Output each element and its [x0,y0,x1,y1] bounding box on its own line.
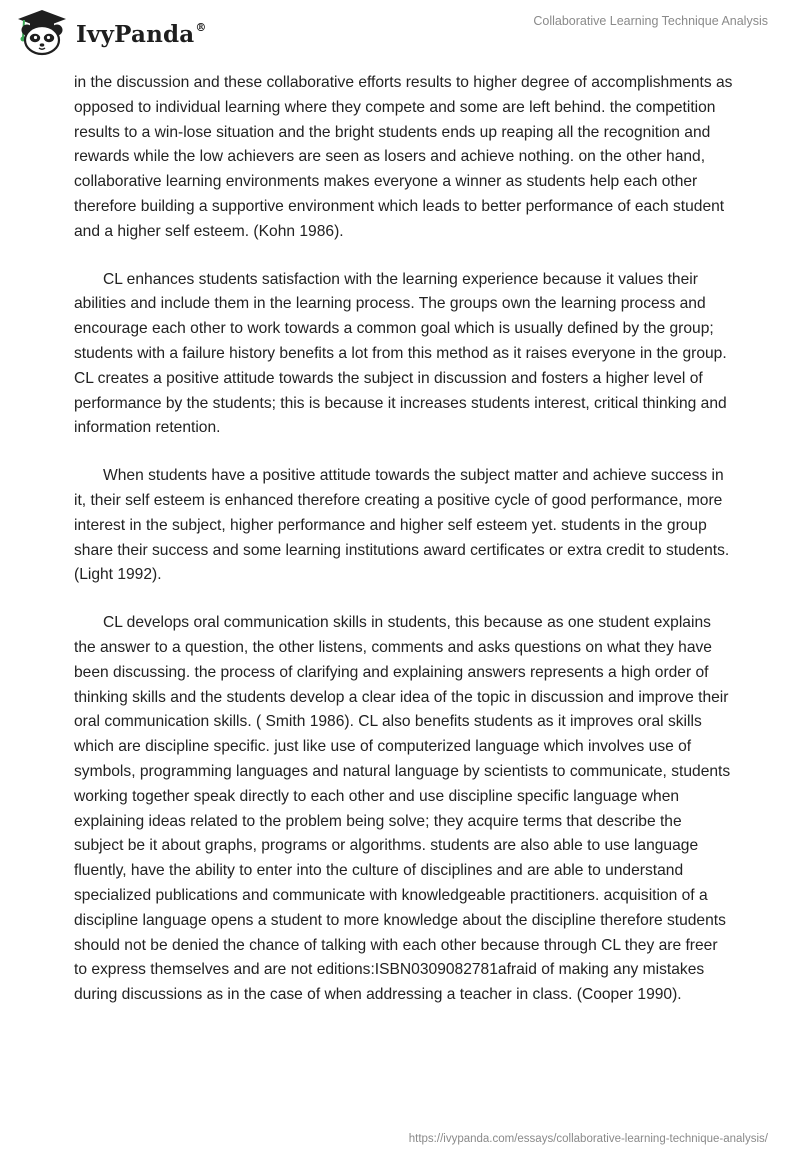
paragraph-4: CL develops oral communication skills in students, this because as one student explains the answer to a question, the other listens, comments and asks questions on what they have been discussing. the process of clarifying and explaining answers represents a high order of thinking skills and the students develop a clear idea of the topic in discussion and improve their oral communication skills. ( Smith 1986). CL also benefits students as it improves oral skills which are discipline specific. just like use of computerized language which involves use of symbols, programming languages and natural language by scientists to communicate, students working together speak directly to each other and use discipline specific language when explaining ideas related to the problem being solve; they acquire terms that describe the subject be it about graphs, programs or algorithms. students are also able to use language fluently, have the ability to enter into the culture of disciplines and are able to understand specialized publications and communicate with knowledgeable practitioners. acquisition of a discipline language opens a student to more knowledge about the discipline therefore students should not be denied the chance of talking with each other because through CL they are freer to express themselves and are not editions:ISBN0309082781afraid of making any mistakes during discussions as in the case of when addressing a teacher in class. (Cooper 1990). [74,614,731,1004]
site-logo[interactable] [14,8,207,56]
document-title: Collaborative Learning Technique Analysis [533,14,768,28]
panda-graduate-icon [14,8,70,56]
paragraph-3: When students have a positive attitude towards the subject matter and achieve success in it, their self esteem is enhanced therefore creating a positive cycle of good performance, more interest in the subject, higher performance and higher self esteem yet. students in the group share their success and some learning institutions award certificates or extra credit to students. (Light 1992). [74,467,730,584]
paragraph-2: CL enhances students satisfaction with the learning experience because it values their abilities and include them in the learning process. The groups own the learning process and encourage each other to work towards a common goal which is usually defined by the group; students with a failure history benefits a lot from this method as it raises everyone in the group. CL creates a positive attitude towards the subject in discussion and fosters a higher level of performance by the students; this is because it increases students interest, critical thinking and information retention. [74,270,727,437]
essay-body [74,71,734,1031]
logo-wordmark: IvyPanda® [76,20,207,48]
page-header [0,0,800,70]
source-url[interactable]: https://ivypanda.com/essays/collaborative-learning-technique-analysis/ [408,1133,768,1145]
paragraph-1: in the discussion and these collaborative efforts results to higher degree of accomplishments as opposed to individual learning where they compete and some are left behind. the competition results to a win-lose situation and the bright students ends up reaping all the recognition and rewards while the low achievers are seen as losers and achieve nothing. on the other hand, collaborative learning environments makes everyone a winner as students help each other therefore building a supportive environment which leads to better performance of each student and a higher self esteem. (Kohn 1986). [74,74,733,240]
